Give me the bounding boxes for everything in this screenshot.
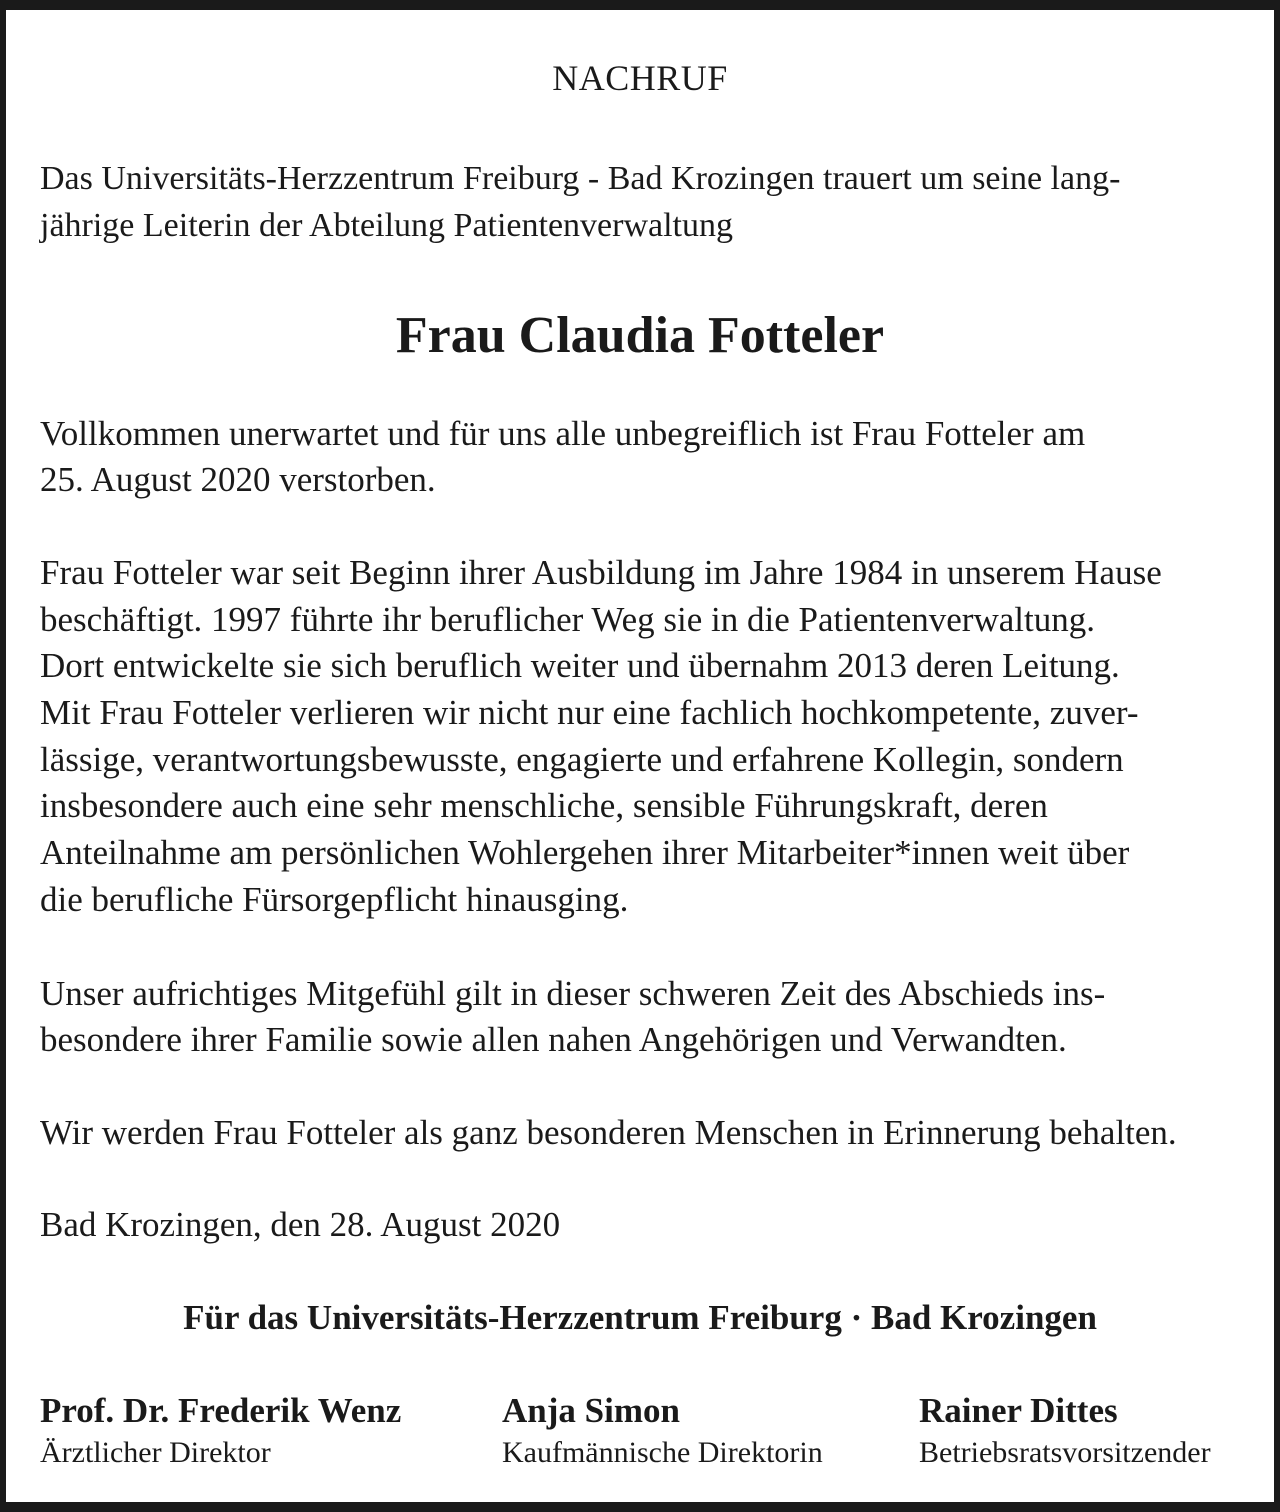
announcement-heading: NACHRUF [552, 58, 728, 98]
paragraph-2-line-8: die berufliche Fürsorgepflicht hinausging. [40, 880, 629, 919]
paragraph-2-line-1: Frau Fotteler war seit Beginn ihrer Ausbildung im Jahre 1984 in unserem Hause [40, 553, 1162, 592]
paragraph-2-line-3: Dort entwickelte sie sich beruflich weiter und übernahm 2013 deren Leitung. [40, 646, 1120, 685]
signatory-name-1: Prof. Dr. Frederik Wenz [40, 1391, 402, 1430]
signatory-name-3: Rainer Dittes [919, 1391, 1118, 1430]
paragraph-2-line-6: insbesondere auch eine sehr menschliche, sensible Führungskraft, deren [40, 786, 1048, 825]
paragraph-2-line-2: beschäftigt. 1997 führte ihr beruflicher Weg sie in die Patientenverwaltung. [40, 600, 1095, 639]
paragraph-2-line-4: Mit Frau Fotteler verlieren wir nicht nur eine fachlich hochkompetente, zuver- [40, 693, 1139, 732]
signatory-name-2: Anja Simon [502, 1391, 680, 1430]
paragraph-2-line-5: lässige, verantwortungsbewusste, engagierte und erfahrene Kollegin, sondern [40, 740, 1124, 779]
intro-line-2: jährige Leiterin der Abteilung Patientenverwaltung [40, 207, 733, 244]
paragraph-3-line-1: Unser aufrichtiges Mitgefühl gilt in dieser schweren Zeit des Abschieds ins- [40, 974, 1106, 1013]
paragraph-2-line-7: Anteilnahme am persönlichen Wohlergehen ihrer Mitarbeiter*innen weit über [40, 833, 1130, 872]
paragraph-4: Wir werden Frau Fotteler als ganz besonderen Menschen in Erinnerung behalten. [40, 1113, 1177, 1152]
deceased-name: Frau Claudia Fotteler [395, 307, 885, 364]
organization-line: Für das Universitäts-Herzzentrum Freiburg · Bad Krozingen [183, 1298, 1097, 1337]
intro-line-1: Das Universitäts-Herzzentrum Freiburg - Bad Krozingen trauert um seine lang- [40, 160, 1121, 197]
signatory-role-1: Ärztlicher Direktor [40, 1436, 271, 1469]
paragraph-1-line-1: Vollkommen unerwartet und für uns alle unbegreiflich ist Frau Fotteler am [40, 414, 1086, 453]
place-and-date: Bad Krozingen, den 28. August 2020 [40, 1205, 561, 1244]
signatory-role-3: Betriebsratsvorsitzender [919, 1436, 1211, 1469]
signatory-role-2: Kaufmännische Direktorin [502, 1436, 823, 1469]
paragraph-1-line-2: 25. August 2020 verstorben. [40, 460, 436, 499]
paragraph-3-line-2: besondere ihrer Familie sowie allen nahen Angehörigen und Verwandten. [40, 1020, 1067, 1059]
